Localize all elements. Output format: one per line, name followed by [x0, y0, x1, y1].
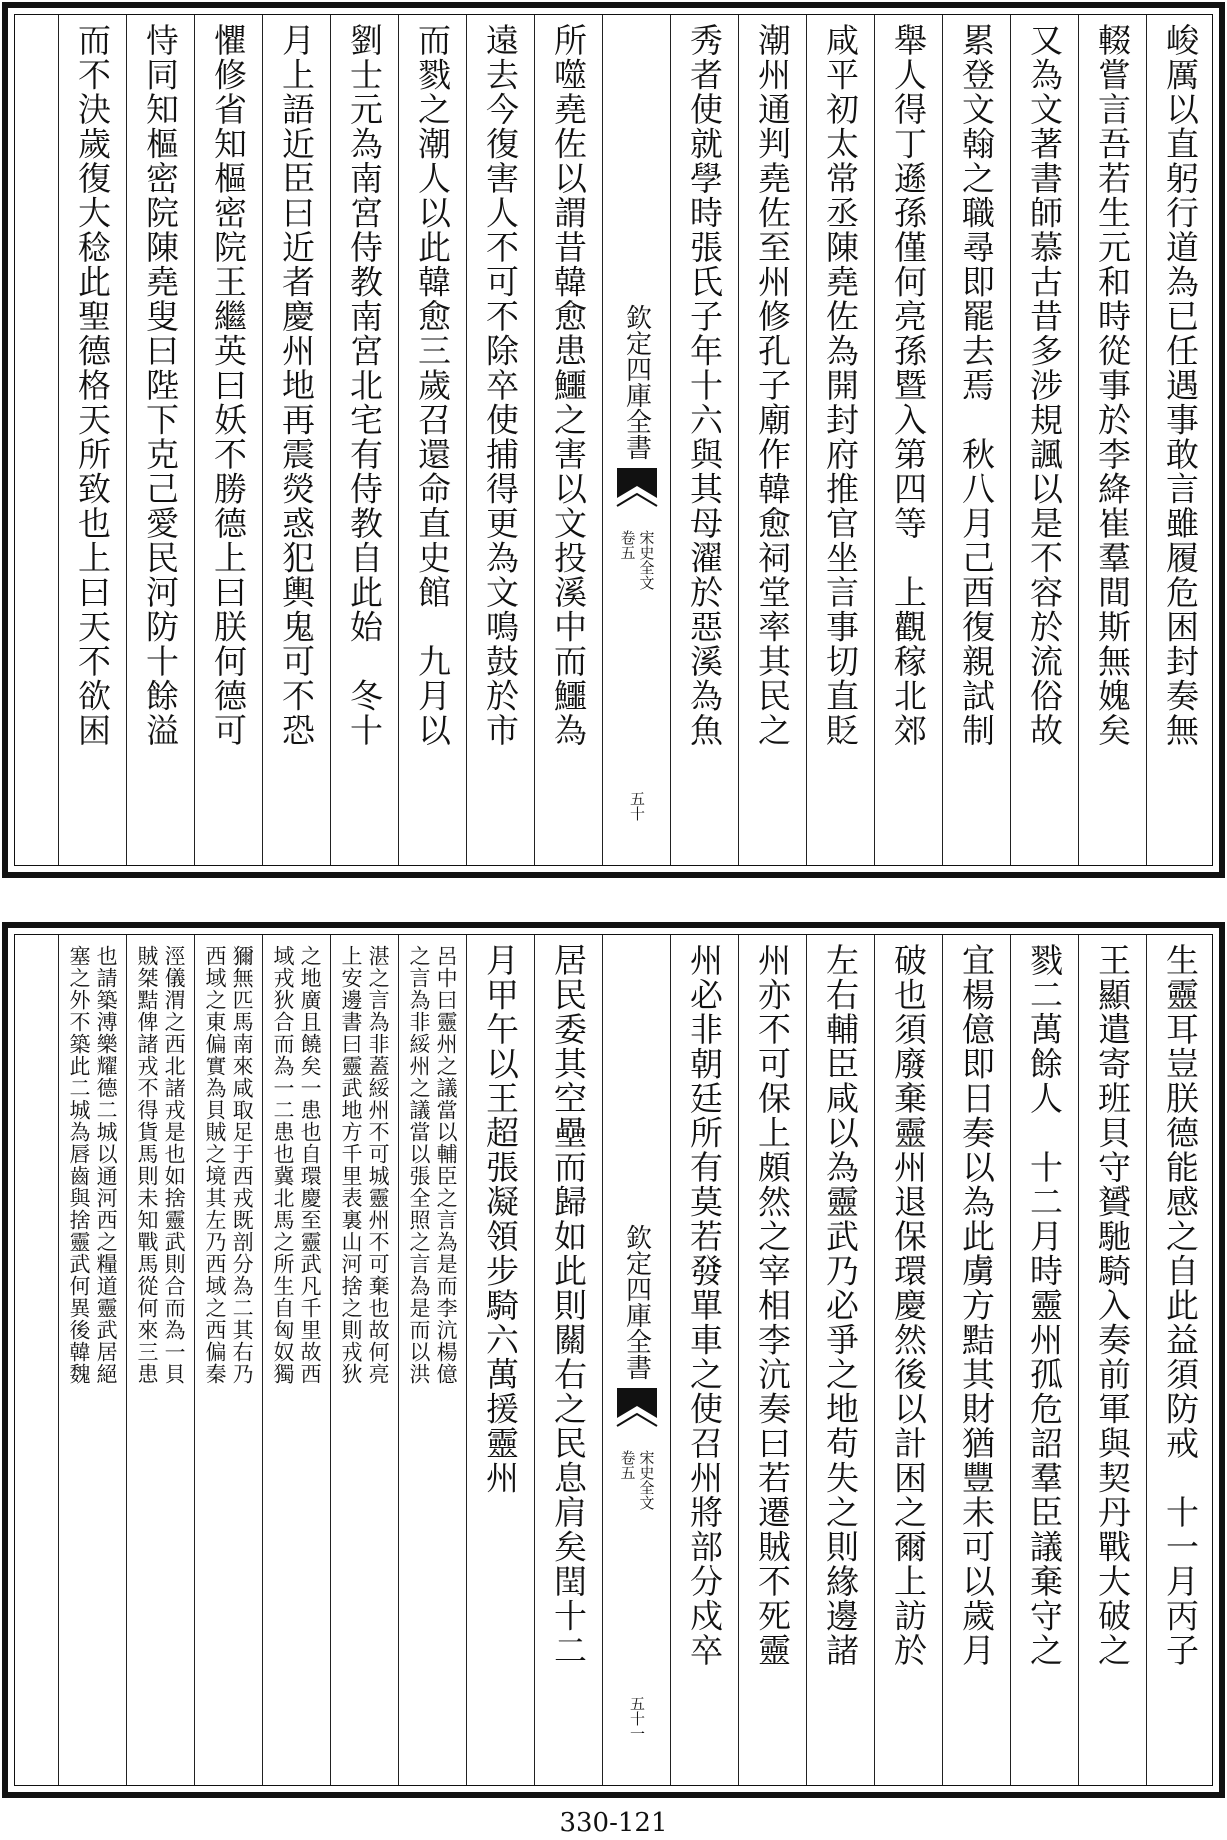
- commentary-line: 之言為非綏州之議當以張全照之言為是而以洪: [407, 945, 431, 1385]
- commentary-line: 域戎狄合而為一二患也冀北馬之所生自匈奴獨: [271, 945, 295, 1385]
- subtitle: 宋史全文: [637, 1450, 656, 1510]
- top-col-l4: [262, 15, 330, 865]
- fish-tail-mark-icon: [617, 1388, 657, 1436]
- top-col-l7: [58, 15, 126, 865]
- top-col-r4: [874, 15, 942, 865]
- text-column: 而戮之潮人以此韓愈三歲召還命直史館 九月以: [413, 23, 452, 748]
- text-column: 戮二萬餘人 十二月時靈州孤危詔羣臣議棄守之: [1025, 943, 1064, 1668]
- volume: 卷五: [618, 530, 637, 560]
- bottom-inner-frame: [14, 934, 1213, 1786]
- text-column: 生靈耳豈朕德能感之自此益須防戒 十一月丙子: [1161, 943, 1200, 1668]
- top-col-l5: [194, 15, 262, 865]
- book-meta: [620, 530, 654, 590]
- text-column: 州必非朝廷所有莫若發單車之使召州將部分戍卒: [685, 943, 724, 1668]
- text-column: 潮州通判堯佐至州修孔子廟作韓愈祠堂率其民之: [753, 23, 792, 748]
- bottom-col-r2: [1010, 935, 1078, 1785]
- top-col-r1: [1078, 15, 1146, 865]
- top-col-r6: [738, 15, 806, 865]
- top-center-column: [602, 15, 670, 865]
- commentary-line: 獮無匹馬南來咸取足于西戎既剖分為二其右乃: [230, 945, 255, 1385]
- commentary-line: 湛之言為非蓋綏州不可城靈州不可棄也故何亮: [366, 945, 391, 1385]
- text-column: 月上語近臣曰近者慶州地再震熒惑犯輿鬼可不恐: [277, 23, 316, 748]
- text-column: 又為文著書師慕古昔多涉規諷以是不容於流俗故: [1025, 23, 1064, 748]
- text-column: 州亦不可保上頗然之宰相李沆奏曰若遷賊不死靈: [753, 943, 792, 1668]
- bottom-col-r4: [874, 935, 942, 1785]
- bottom-col-r3: [942, 935, 1010, 1785]
- subtitle: 宋史全文: [637, 530, 656, 590]
- top-col-r7: [670, 15, 738, 865]
- top-col-r3: [942, 15, 1010, 865]
- commentary-col-5: [58, 935, 126, 1785]
- bottom-center-column: [602, 935, 670, 1785]
- text-column: 恃同知樞密院陳堯叟曰陛下克己愛民河防十餘溢: [141, 23, 180, 748]
- bottom-col-r0: [1146, 935, 1214, 1785]
- bottom-col-r7: [670, 935, 738, 1785]
- top-col-l1: [466, 15, 534, 865]
- commentary-line: 上安邊書曰靈武地方千里表裏山河捨之則戎狄: [339, 945, 363, 1385]
- commentary-col-1: [330, 935, 398, 1785]
- text-column: 王顯遣寄班貝守贇馳騎入奏前軍與契丹戰大破之: [1093, 943, 1132, 1668]
- commentary-line: 西域之東偏實為貝賊之境其左乃西域之西偏秦: [203, 945, 227, 1385]
- commentary-line: 之地廣且饒矣一患也自環慶至靈武凡千里故西: [298, 945, 323, 1385]
- text-column: 左右輔臣咸以為靈武乃必爭之地苟失之則緣邊諸: [821, 943, 860, 1668]
- text-column: 而不決歲復大稔此聖德格天所致也上曰天不欲困: [73, 23, 112, 748]
- folio-number: 五十: [628, 791, 646, 821]
- text-column: 破也須廢棄靈州退保環慶然後以計困之爾上訪於: [889, 943, 928, 1668]
- bottom-col-r6: [738, 935, 806, 1785]
- text-column: 所噬堯佐以謂昔韓愈患鱷之害以文投溪中而鱷為: [549, 23, 588, 748]
- top-col-l6: [126, 15, 194, 865]
- commentary-col-3: [194, 935, 262, 1785]
- top-col-l3: [330, 15, 398, 865]
- commentary-col-2: [262, 935, 330, 1785]
- text-column: 累登文翰之職尋即罷去焉 秋八月己酉復親試制: [957, 23, 996, 748]
- commentary-line: 也請築溥樂耀德二城以通河西之糧道靈武居絕: [94, 945, 119, 1385]
- text-column: 宜楊億即日奏以為此虜方黠其財猶豐未可以歲月: [957, 943, 996, 1668]
- folio-number: 五十一: [628, 1696, 646, 1741]
- text-column: 峻厲以直躬行道為已任遇事敢言雖履危困封奏無: [1161, 23, 1200, 748]
- text-column: 遠去今復害人不可不除卒使捕得更為文鳴鼓於市: [481, 23, 520, 748]
- commentary-line: 涇儀渭之西北諸戎是也如捨靈武則合而為一貝: [162, 945, 187, 1385]
- top-col-l2: [398, 15, 466, 865]
- text-column: 劉士元為南宮侍教南宮北宅有侍教自此始 冬十: [345, 23, 384, 748]
- commentary-col-0: [398, 935, 466, 1785]
- page-footer-number: 330-121: [559, 1808, 668, 1838]
- book-title: 欽定四庫全書: [621, 1224, 652, 1380]
- text-column: 居民委其空壘而歸如此則關右之民息肩矣閏十二: [549, 943, 588, 1668]
- commentary-line: 塞之外不築此二城為唇齒與捨靈武何異後韓魏: [67, 945, 91, 1385]
- book-title: 欽定四庫全書: [621, 304, 652, 460]
- top-page: [0, 0, 1227, 880]
- bottom-col-r5: [806, 935, 874, 1785]
- top-col-r2: [1010, 15, 1078, 865]
- text-column: 輟嘗言吾若生元和時從事於李絳崔羣間斯無媿矣: [1093, 23, 1132, 748]
- text-column: 舉人得丁遜孫僅何亮孫暨入第四等 上觀稼北郊: [889, 23, 928, 748]
- text-column: 月甲午以王超張凝領步騎六萬援靈州: [481, 943, 520, 1495]
- commentary-col-4: [126, 935, 194, 1785]
- text-column: 秀者使就學時張氏子年十六與其母濯於惡溪為魚: [685, 23, 724, 748]
- fish-tail-mark-icon: [617, 468, 657, 516]
- top-col-r5: [806, 15, 874, 865]
- volume: 卷五: [618, 1450, 637, 1480]
- bottom-col-l0: [534, 935, 602, 1785]
- bottom-col-r1: [1078, 935, 1146, 1785]
- commentary-line: 呂中曰靈州之議當以輔臣之言為是而李沆楊億: [434, 945, 459, 1385]
- top-inner-frame: [14, 14, 1213, 866]
- commentary-line: 賊桀黠俾諸戎不得貨馬則未知戰馬從何來三患: [135, 945, 159, 1385]
- text-column: 懼修省知樞密院王繼英曰妖不勝德上曰朕何德可: [209, 23, 248, 748]
- bottom-col-l1: [466, 935, 534, 1785]
- bottom-page: [0, 920, 1227, 1800]
- text-column: 咸平初太常丞陳堯佐為開封府推官坐言事切直貶: [821, 23, 860, 748]
- top-col-l0: [534, 15, 602, 865]
- book-meta: [620, 1450, 654, 1510]
- top-col-r0: [1146, 15, 1214, 865]
